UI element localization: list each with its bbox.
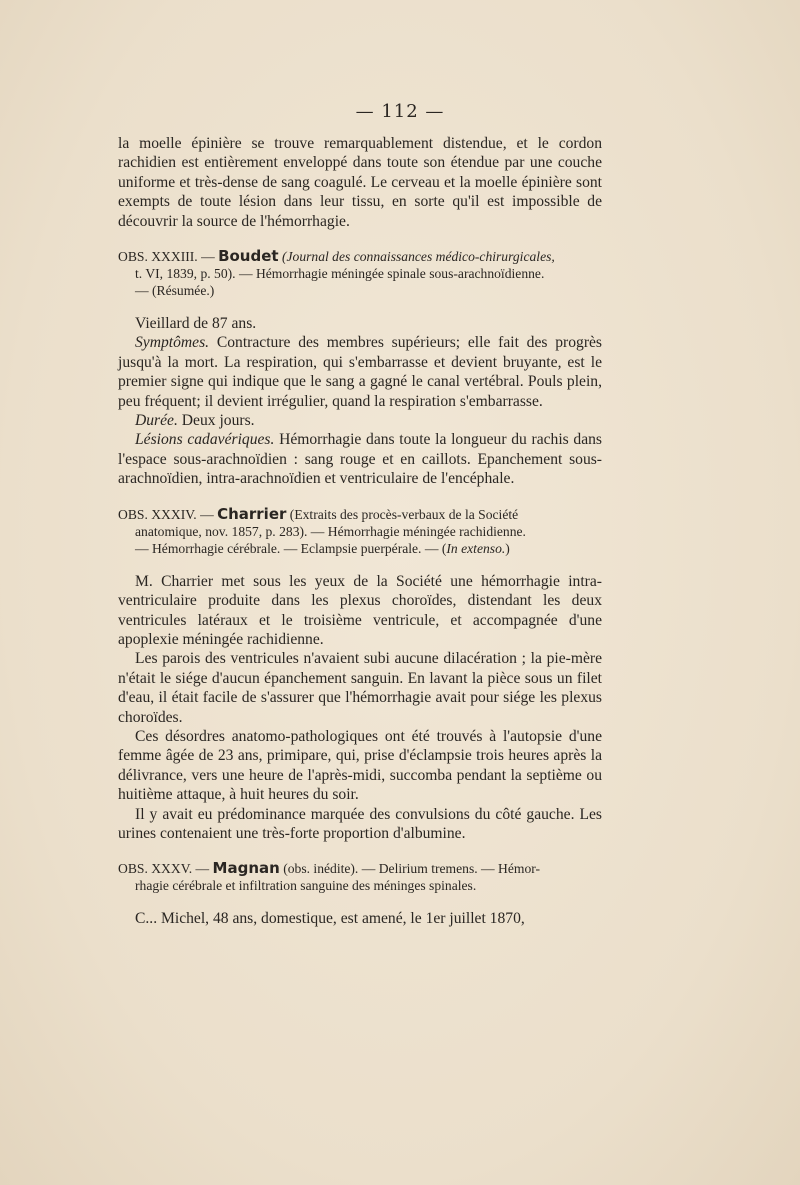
obs-34-heading [118, 506, 602, 557]
page-number: — 112 — [355, 101, 445, 122]
paragraph-continuation: la moelle épinière se trouve remarquablement distendue, et le cordon rachidien est entièrement enveloppé dans toute son étendue par une couche uniforme et très-dense de sang coagulé. Le cerveau et la moelle épinière sont exempts de toute lésion dans leur tissu, en sorte qu'il est impossible de découvrir la source de l'hémorrhagie. [118, 135, 602, 230]
obs-34-paragraph-4: Il y avait eu prédominance marquée des convulsions du côté gauche. Les urines contenaient une très-forte proportion d'albumine. [118, 805, 602, 842]
obs-34-paragraph-3: Ces désordres anatomo-pathologiques ont été trouvés à l'autopsie d'une femme âgée de 23 ans, primipare, qui, prise d'éclampsie trois heures après la délivrance, vers une heure de l'après-midi, succomba pendant la septième ou huitième attaque, à huit heures du soir. [118, 727, 602, 804]
obs-34-paragraph-1: M. Charrier met sous les yeux de la Société une hémorrhagie intra-ventriculaire produite dans les plexus choroïdes, distendant les deux ventricules latéraux et le troisième ventricule, et accompagnée d'une apoplexie méningée rachidienne. [118, 572, 602, 648]
obs-34-line2: anatomique, nov. 1857, p. 283). — Hémorrhagie méningée rachidienne. [135, 523, 526, 539]
body-text [118, 134, 602, 929]
obs-34-line3c: ) [505, 540, 510, 556]
obs-33-heading [118, 248, 602, 299]
obs-34-label: OBS. XXXIV. — [118, 506, 218, 522]
obs-33-line2: t. VI, 1839, p. 50). — Hémorrhagie méningée spinale sous-arachnoïdienne. [135, 266, 545, 282]
obs-34-in-extenso: In extenso. [446, 540, 506, 556]
obs-34-line3a: — Hémorrhagie cérébrale. — Eclampsie puerpérale. — ( [135, 540, 447, 556]
obs-35-heading [118, 860, 602, 894]
obs-34-author: Charrier [217, 504, 287, 523]
obs-33-duration [118, 411, 602, 430]
symptoms-text: Contracture des membres supérieurs; elle fait des progrès jusqu'à la mort. La respiration, qui s'embarrasse et devient bruyante, est le premier signe qui indique que le sang a gagné le canal vertébral. Pouls plein, peu fréquent; il devient irrégulier, quand la respiration s'embarrasse. [118, 334, 602, 410]
obs-33-symptoms [118, 333, 602, 411]
lesions-label: Lésions cadavériques. [135, 431, 275, 449]
lesions-text: Hémorrhagie dans toute la longueur du rachis dans l'espace sous-arachnoïdien : sang rouge et en caillots. Epanchement sous-arachnoïdien, intra-arachnoïdien et ventriculaire de l'encéphale. [118, 431, 603, 488]
obs-35-author: Magnan [212, 859, 280, 878]
obs-33-label: OBS. XXXIII. — [118, 249, 219, 265]
obs-33-line3: — (Résumée.) [135, 283, 215, 299]
obs-35-label: OBS. XXXV. — [118, 861, 213, 877]
obs-35-paragraph-1: C... Michel, 48 ans, domestique, est amené, le 1er juillet 1870, [135, 910, 525, 928]
obs-33-author: Boudet [218, 247, 279, 266]
obs-33-source: (Journal des connaissances médico-chirurgicales, [281, 249, 555, 265]
obs-34-source: (Extraits des procès-verbaux de la Société [286, 506, 519, 522]
obs-34-line3 [118, 540, 602, 557]
duration-label: Durée. [135, 412, 178, 430]
obs-35-line2: rhagie cérébrale et infiltration sanguine des méninges spinales. [135, 878, 477, 894]
duration-text: Deux jours. [177, 412, 255, 430]
obs-34-paragraph-2: Les parois des ventricules n'avaient subi aucune dilacération ; la pie-mère n'était le siége d'aucun épanchement sanguin. En lavant la pièce sous un filet d'eau, il était facile de s'assurer que l'hémorrhagie avait pour siége les plexus choroïdes. [118, 650, 602, 726]
obs-35-source: (obs. inédite). — Delirium tremens. — Hémor- [279, 861, 541, 877]
obs-33-lesions [118, 430, 602, 488]
symptoms-label: Symptômes. [135, 334, 210, 352]
obs-33-age: Vieillard de 87 ans. [135, 315, 257, 333]
